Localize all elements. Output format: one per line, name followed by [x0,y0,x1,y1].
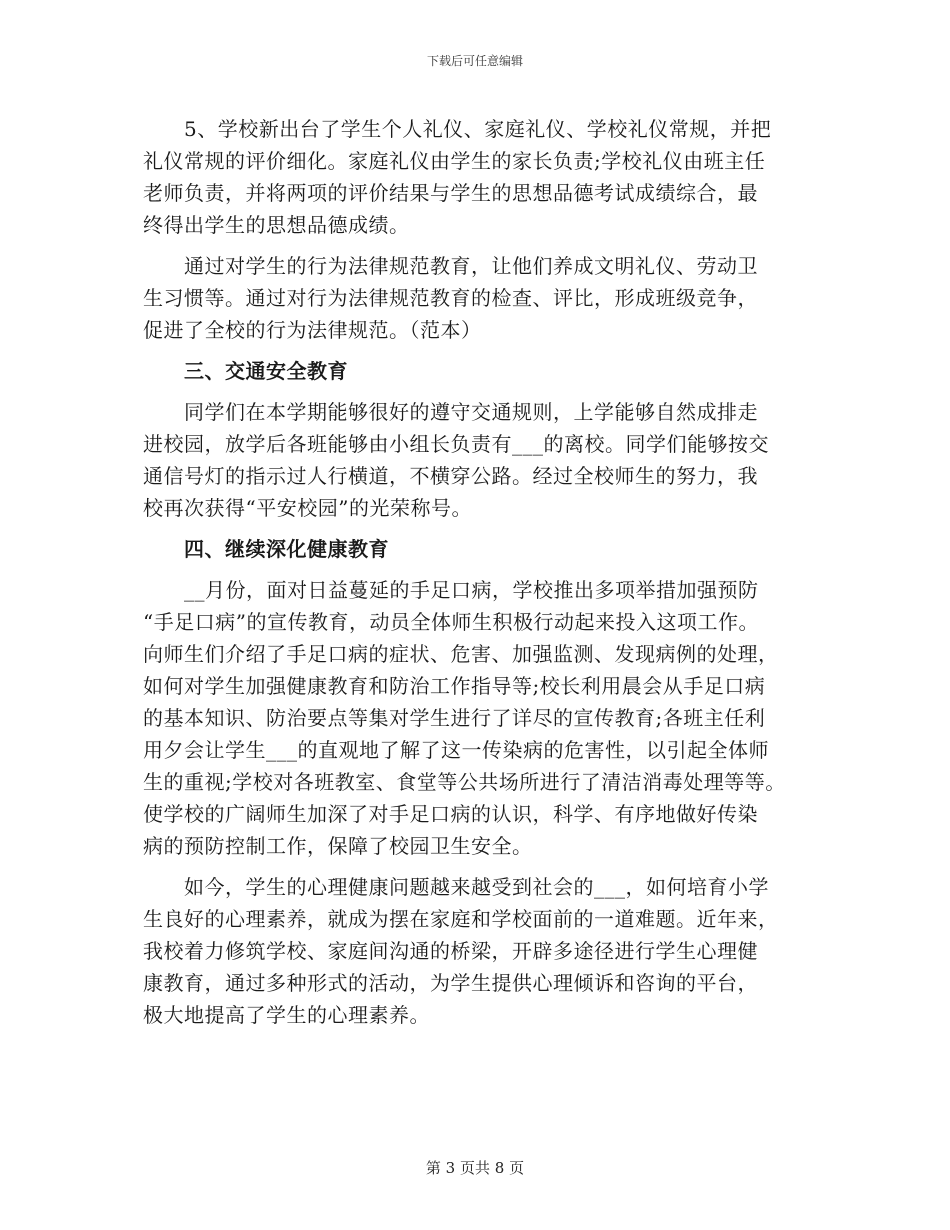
text-line: 三、交通安全教育 [143,359,348,383]
text-line: 校再次获得“平安校园”的光荣称号。 [143,496,472,520]
text-line: 进校园，放学后各班能够由小组长负责有___的离校。同学们能够按交 [143,432,769,456]
text-line: “手足口病”的宣传教育，动员全体师生积极行动起来投入这项工作。 [143,610,759,634]
text-line: 康教育，通过多种形式的活动，为学生提供心理倾诉和咨询的平台， [143,971,758,995]
paragraph [143,574,807,862]
text-line: 生习惯等。通过对行为法律规范教育的检查、评比，形成班级竞争， [143,286,758,310]
text-line: __月份，面对日益蔓延的手足口病，学校推出多项举措加强预防 [143,578,759,602]
text-line: 用夕会让学生___的直观地了解了这一传染病的危害性，以引起全体师 [143,738,769,762]
text-line: 同学们在本学期能够很好的遵守交通规则，上学能够自然成排走 [143,400,758,424]
text-line: 四、继续深化健康教育 [143,537,389,561]
page-header: 下载后可任意编辑 [426,54,523,68]
text-line: 5、学校新出台了学生个人礼仪、家庭礼仪、学校礼仪常规，并把 [143,117,772,141]
text-line: 终得出学生的思想品德成绩。 [143,213,410,237]
text-line: 通信号灯的指示过人行横道，不横穿公路。经过全校师生的努力，我 [143,464,758,488]
section-heading [143,533,807,565]
paragraph [143,250,807,346]
text-line: 使学校的广阔师生加深了对手足口病的认识，科学、有序地做好传染 [143,802,758,826]
text-line: 向师生们介绍了手足口病的症状、危害、加强监测、发现病例的处理， [143,642,779,666]
text-line: 老师负责，并将两项的评价结果与学生的思想品德考试成绩综合，最 [143,181,758,205]
text-line: 生良好的心理素养，就成为摆在家庭和学校面前的一道难题。近年来， [143,907,779,931]
text-line: 如何对学生加强健康教育和防治工作指导等;校长利用晨会从手足口病 [143,674,766,698]
paragraph [143,396,807,524]
text-line: 如今，学生的心理健康问题越来越受到社会的___，如何培育小学 [143,875,769,899]
paragraph [143,871,807,1031]
page-footer: 第 3 页共 8 页 [425,1159,525,1177]
text-line: 我校着力修筑学校、家庭间沟通的桥梁，开辟多途径进行学生心理健 [143,939,758,963]
text-line: 促进了全校的行为法律规范。（范本） [143,318,482,342]
text-line: 通过对学生的行为法律规范教育，让他们养成文明礼仪、劳动卫 [143,254,758,278]
text-line: 极大地提高了学生的心理素养。 [143,1003,430,1027]
text-line: 生的重视;学校对各班教室、食堂等公共场所进行了清洁消毒处理等等。 [143,770,786,794]
text-line: 病的预防控制工作，保障了校园卫生安全。 [143,834,533,858]
paragraph [143,113,807,241]
document-body [143,113,807,1031]
section-heading [143,355,807,387]
text-line: 礼仪常规的评价细化。家庭礼仪由学生的家长负责;学校礼仪由班主任 [143,149,766,173]
text-line: 的基本知识、防治要点等集对学生进行了详尽的宣传教育;各班主任利 [143,706,766,730]
